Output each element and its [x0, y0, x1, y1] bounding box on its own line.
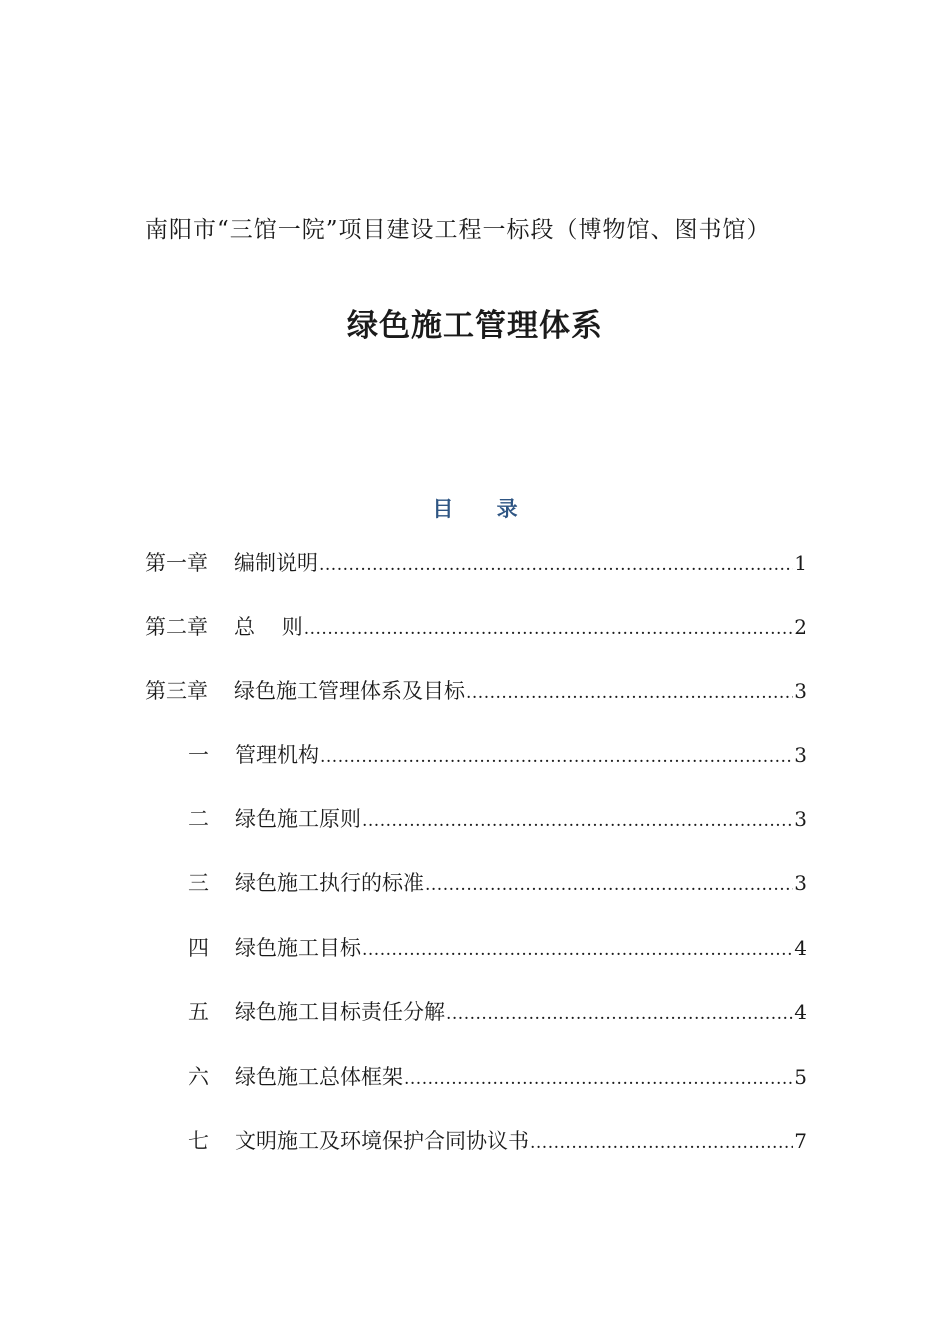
toc-entry[interactable]	[188, 1125, 807, 1157]
toc-leader-dots	[362, 934, 793, 966]
toc-leader-dots	[425, 869, 793, 901]
toc-entry-number: 三	[188, 871, 209, 895]
toc-heading: 目 录	[432, 496, 536, 521]
toc-entry-title: 绿色施工目标责任分解	[235, 1000, 445, 1024]
toc-entry-number: 七	[188, 1129, 209, 1153]
toc-entry[interactable]	[188, 1061, 807, 1093]
toc-entry[interactable]	[145, 611, 807, 643]
toc-entry[interactable]	[188, 803, 807, 835]
toc-entry-title: 绿色施工执行的标准	[235, 871, 424, 895]
toc-entry-page: 4	[794, 1000, 807, 1024]
toc-entry[interactable]	[188, 739, 807, 771]
toc-entry-page: 4	[794, 936, 807, 960]
toc-entry-title: 绿色施工管理体系及目标	[234, 679, 465, 703]
toc-entry-page: 3	[794, 871, 807, 895]
toc-leader-dots	[304, 613, 794, 645]
toc-entry[interactable]	[145, 547, 807, 579]
toc-leader-dots	[362, 805, 793, 837]
toc-entry-number: 第二章	[145, 615, 208, 639]
toc-entry[interactable]	[145, 675, 807, 707]
toc-entry-number: 第一章	[145, 551, 208, 575]
toc-entry-title: 总 则	[234, 615, 303, 639]
toc-leader-dots	[466, 677, 793, 709]
toc-entry[interactable]	[188, 996, 807, 1028]
toc-entry[interactable]	[188, 932, 807, 964]
main-title: 绿色施工管理体系	[347, 308, 603, 344]
toc-entry-page: 3	[794, 743, 807, 767]
toc-entry-page: 2	[794, 615, 807, 639]
project-title: 南阳市“三馆一院”项目建设工程一标段（博物馆、图书馆）	[145, 217, 771, 243]
toc-entry-title: 文明施工及环境保护合同协议书	[235, 1129, 529, 1153]
toc-entry-title: 绿色施工原则	[235, 807, 361, 831]
toc-leader-dots	[446, 998, 793, 1030]
toc-entry-number: 五	[188, 1000, 209, 1024]
toc-entry-page: 3	[794, 679, 807, 703]
toc-entry-page: 5	[794, 1065, 807, 1089]
toc-entry-number: 二	[188, 807, 209, 831]
toc-entry-number: 一	[188, 743, 209, 767]
toc-entry-number: 六	[188, 1065, 209, 1089]
toc-entry-title: 绿色施工总体框架	[235, 1065, 403, 1089]
toc-entry-number: 第三章	[145, 679, 208, 703]
toc-entry-page: 1	[794, 551, 807, 575]
toc-leader-dots	[404, 1063, 793, 1095]
toc-entry-title: 绿色施工目标	[235, 936, 361, 960]
toc-entry-page: 3	[794, 807, 807, 831]
toc-entry[interactable]	[188, 867, 807, 899]
toc-leader-dots	[320, 741, 793, 773]
toc-leader-dots	[319, 549, 793, 581]
toc-leader-dots	[530, 1127, 793, 1159]
toc-entry-title: 管理机构	[235, 743, 319, 767]
toc-entry-page: 7	[794, 1129, 807, 1153]
toc-entry-title: 编制说明	[234, 551, 318, 575]
toc-entry-number: 四	[188, 936, 209, 960]
